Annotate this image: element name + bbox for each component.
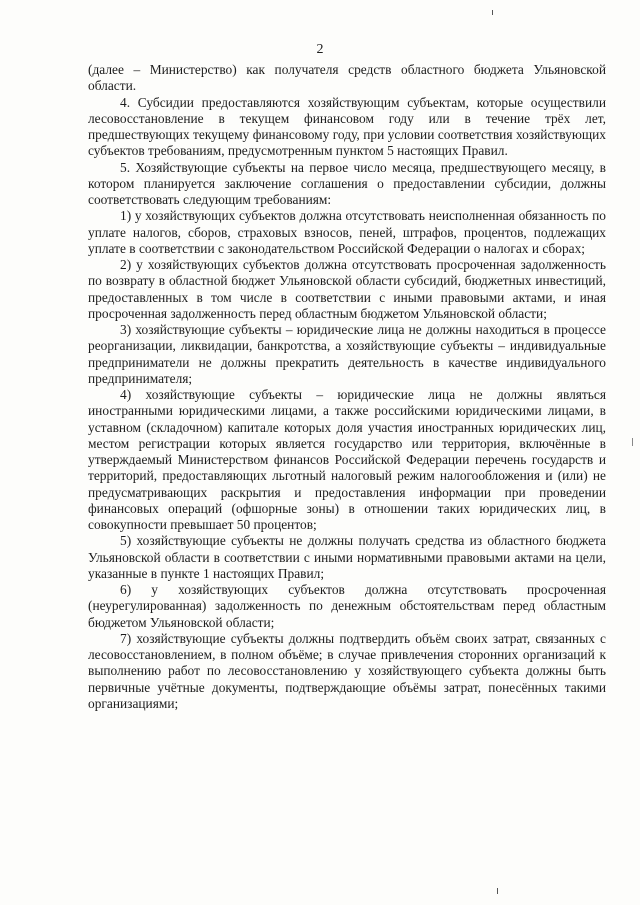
- subparagraph-2: 2) у хозяйствующих субъектов должна отсутствовать просроченная задолженность по возврату в областной бюджет Ульяновской области субсидий, бюджетных инвестиций, предоставленных в том числе в соответствии с иными правовыми актами, и иная просроченная задолженность перед областным бюджетом Ульяновской области;: [88, 257, 606, 321]
- subparagraph-5: 5) хозяйствующие субъекты не должны получать средства из областного бюджета Ульяновской области в соответствии с иными нормативными правовыми актами на цели, указанные в пункте 1 настоящих Правил;: [88, 533, 606, 581]
- subparagraph-3: 3) хозяйствующие субъекты – юридические лица не должны находиться в процессе реорганизации, ликвидации, банкротства, а хозяйствующие субъекты – индивидуальные предприниматели не должны прекратить деятельность в качестве индивидуального предпринимателя;: [88, 322, 606, 386]
- scan-mark-bottom: [497, 888, 498, 894]
- subparagraph-7: 7) хозяйствующие субъекты должны подтвердить объём своих затрат, связанных с лесовосстановлением, в полном объёме; в случае привлечения сторонних организаций к выполнению работ по лесовосстановлению у хозяйствующего субъекта должны быть первичные учётные документы, подтверждающие объёмы затрат, понесённых такими организациями;: [88, 630, 606, 711]
- page-number: 2: [316, 42, 324, 57]
- scan-mark-right: [632, 438, 633, 446]
- paragraph-item-4: 4. Субсидии предоставляются хозяйствующим субъектам, которые осуществили лесовосстановление в текущем финансовом году или в течение трёх лет, предшествующих текущему финансовому году, при условии соответствия хозяйствующих субъектов требованиям, предусмотренным пунктом 5 настоящих Правил.: [88, 94, 606, 159]
- subparagraph-4: 4) хозяйствующие субъекты – юридические лица не должны являться иностранными юридическими лицами, а также российскими юридическими лицами, в уставном (складочном) капитале которых доля участия иностранных юридических лиц, местом регистрации которых является государство или территория, включённые в утверждаемый Министерством финансов Российской Федерации перечень государств и территорий, предоставляющих льготный налоговый режим налогообложения и (или) не предусматривающих раскрытия и предоставления информации при проведении финансовых операций (офшорные зоны) в отношении таких юридических лиц, в совокупности превышает 50 процентов;: [88, 387, 606, 532]
- paragraph-continuation: (далее – Министерство) как получателя средств областного бюджета Ульяновской области.: [88, 62, 606, 94]
- paragraph-item-5: 5. Хозяйствующие субъекты на первое число месяца, предшествующего месяцу, в котором планируется заключение соглашения о предоставлении субсидии, должны соответствовать следующим требованиям:: [88, 159, 606, 207]
- subparagraph-1: 1) у хозяйствующих субъектов должна отсутствовать неисполненная обязанность по уплате налогов, сборов, страховых взносов, пеней, штрафов, процентов, подлежащих уплате в соответствии с законодательством Российской Федерации о налогах и сборах;: [88, 208, 606, 256]
- document-body: [88, 62, 606, 712]
- scan-mark-top: [492, 10, 493, 15]
- subparagraph-6: 6) у хозяйствующих субъектов должна отсутствовать просроченная (неурегулированная) задолженность по денежным обстоятельствам перед областным бюджетом Ульяновской области;: [88, 582, 606, 630]
